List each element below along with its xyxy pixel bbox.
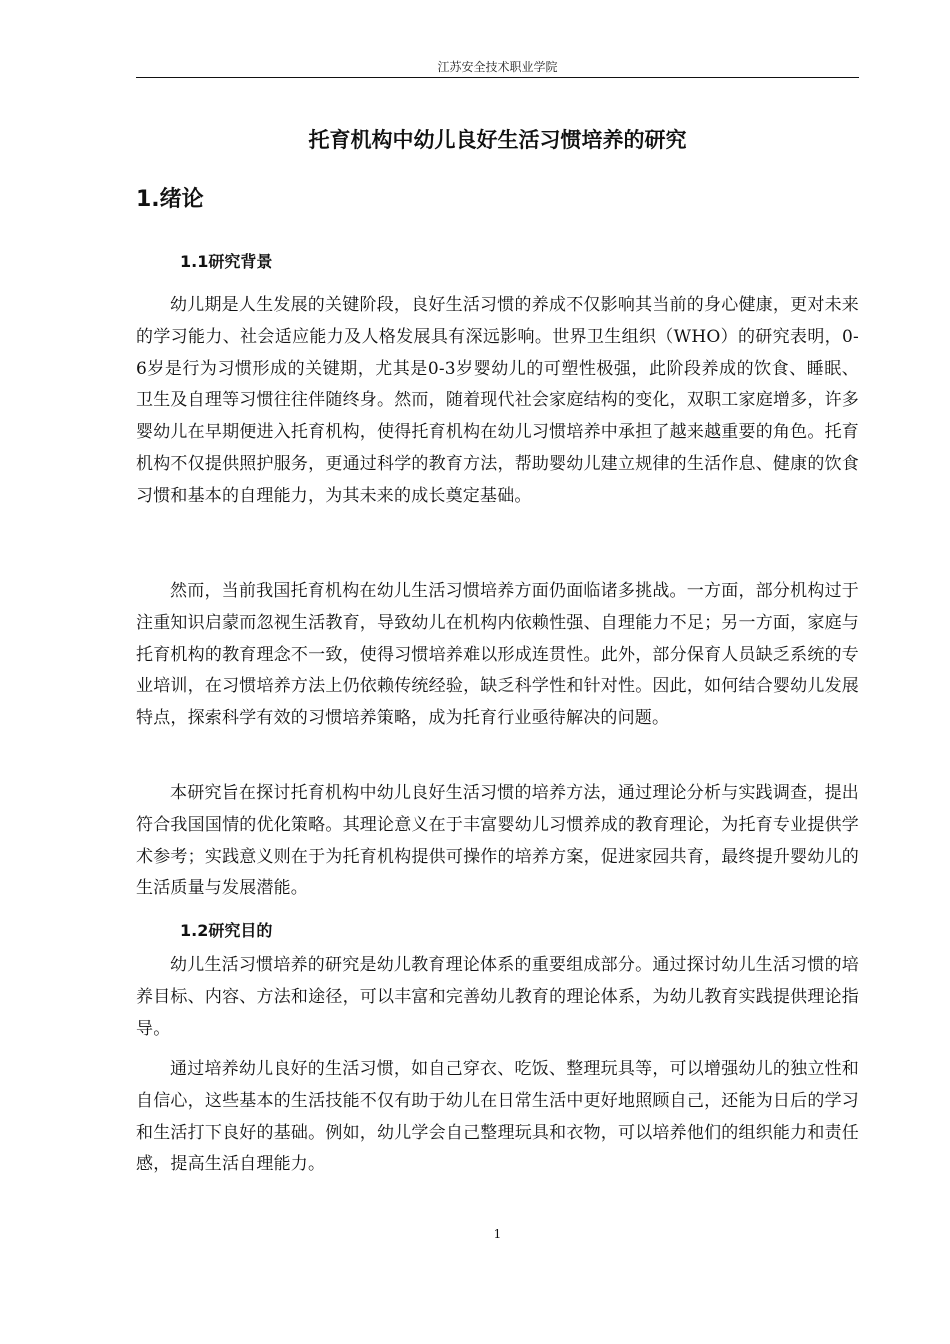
chapter-heading: 1.绪论 <box>136 187 204 212</box>
page-header-institution: 江苏安全技术职业学院 <box>437 60 558 74</box>
paragraph-background-1: 幼儿期是人生发展的关键阶段，良好生活习惯的养成不仅影响其当前的身心健康，更对未来的学习能力、社会适应能力及人格发展具有深远影响。世界卫生组织（WHO）的研究表明，0-6岁是行为习惯形成的关键期，尤其是0-3岁婴幼儿的可塑性极强，此阶段养成的饮食、睡眠、卫生及自理等习惯往往伴随终身。然而，随着现代社会家庭结构的变化，双职工家庭增多，许多婴幼儿在早期便进入托育机构，使得托育机构在幼儿习惯培养中承担了越来越重要的角色。托育机构不仅提供照护服务，更通过科学的教育方法，帮助婴幼儿建立规律的生活作息、健康的饮食习惯和基本的自理能力，为其未来的成长奠定基础。 <box>136 295 859 506</box>
paragraph-purpose-2: 通过培养幼儿良好的生活习惯，如自己穿衣、吃饭、整理玩具等，可以增强幼儿的独立性和自信心，这些基本的生活技能不仅有助于幼儿在日常生活中更好地照顾自己，还能为日后的学习和生活打下良好的基础。例如，幼儿学会自己整理玩具和衣物，可以培养他们的组织能力和责任感，提高生活自理能力。 <box>136 1059 859 1175</box>
header-divider <box>136 77 859 78</box>
paragraph-background-2: 然而，当前我国托育机构在幼儿生活习惯培养方面仍面临诸多挑战。一方面，部分机构过于注重知识启蒙而忽视生活教育，导致幼儿在机构内依赖性强、自理能力不足；另一方面，家庭与托育机构的教育理念不一致，使得习惯培养难以形成连贯性。此外，部分保育人员缺乏系统的专业培训，在习惯培养方法上仍依赖传统经验，缺乏科学性和针对性。因此，如何结合婴幼儿发展特点，探索科学有效的习惯培养策略，成为托育行业亟待解决的问题。 <box>136 581 859 729</box>
section-heading-purpose: 1.2研究目的 <box>180 921 273 940</box>
paragraph-background-3: 本研究旨在探讨托育机构中幼儿良好生活习惯的培养方法，通过理论分析与实践调查，提出符合我国国情的优化策略。其理论意义在于丰富婴幼儿习惯养成的教育理论，为托育专业提供学术参考；实践意义则在于为托育机构提供可操作的培养方案，促进家园共育，最终提升婴幼儿的生活质量与发展潜能。 <box>136 783 859 899</box>
page-number: 1 <box>493 1227 502 1241</box>
document-title: 托育机构中幼儿良好生活习惯培养的研究 <box>308 128 687 152</box>
paragraph-purpose-1: 幼儿生活习惯培养的研究是幼儿教育理论体系的重要组成部分。通过探讨幼儿生活习惯的培养目标、内容、方法和途径，可以丰富和完善幼儿教育的理论体系，为幼儿教育实践提供理论指导。 <box>136 955 859 1039</box>
section-heading-background: 1.1研究背景 <box>180 252 273 271</box>
